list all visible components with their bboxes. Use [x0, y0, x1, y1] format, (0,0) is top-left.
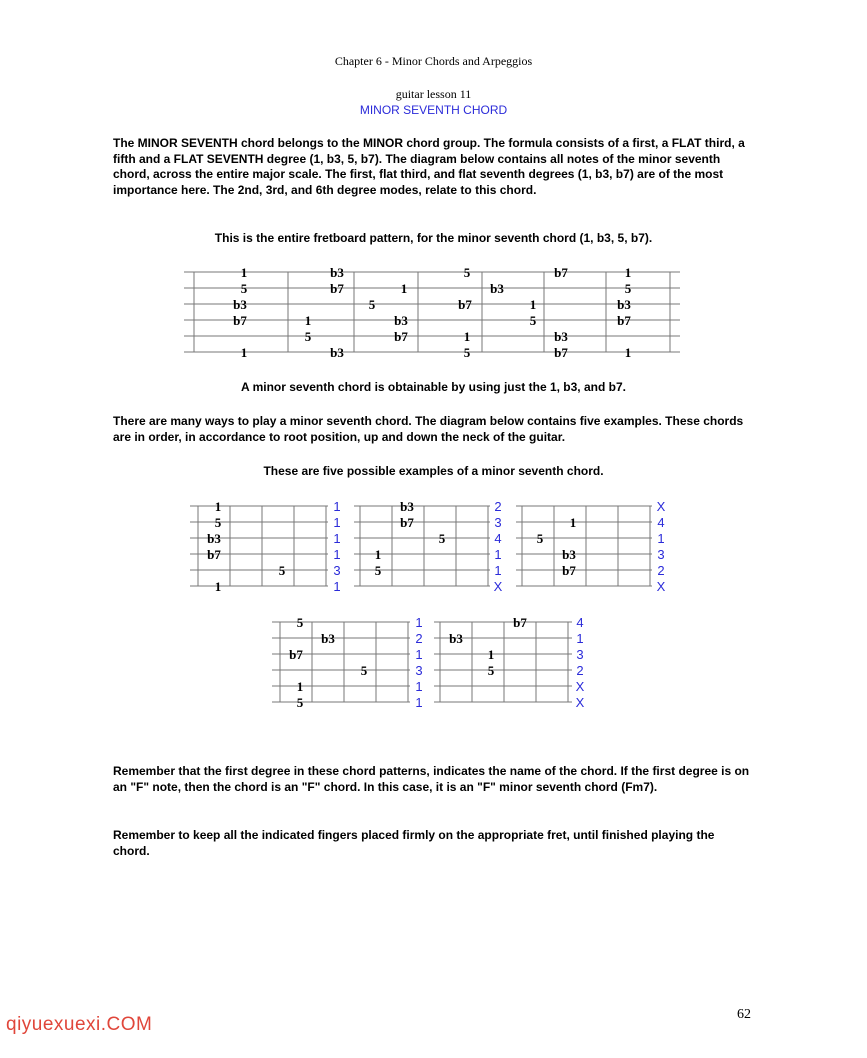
fretboard-note: b7: [458, 297, 472, 312]
fretboard-note: 1: [400, 281, 408, 296]
fretboard-note: b3: [233, 297, 247, 312]
chord-diagram-3: [516, 499, 666, 594]
fretboard-pattern: [184, 265, 680, 360]
finger-number: 1: [333, 547, 341, 562]
lesson-title: MINOR SEVENTH CHORD: [359, 103, 508, 117]
fretboard-note: 5: [304, 329, 312, 344]
remember-fingers-paragraph: Remember to keep all the indicated fingers placed firmly on the appropriate fret, until finished playing the chord.: [113, 828, 715, 858]
fretboard-note: b7: [554, 265, 568, 280]
muted-string-icon: X: [656, 499, 666, 514]
chord-note: 5: [374, 563, 382, 578]
fretboard-note: b3: [490, 281, 504, 296]
finger-number: 2: [576, 663, 584, 678]
chord-note: 1: [214, 499, 222, 514]
finger-number: 1: [415, 695, 423, 710]
muted-string-icon: X: [575, 679, 585, 694]
finger-number: 1: [494, 547, 502, 562]
chord-note: b7: [562, 563, 576, 578]
chord-note: 1: [296, 679, 304, 694]
chord-note: b7: [513, 615, 527, 630]
finger-number: 2: [657, 563, 665, 578]
fretboard-note: 5: [463, 265, 471, 280]
chord-note: 5: [487, 663, 495, 678]
fretboard-note: b3: [394, 313, 408, 328]
chord-note: b3: [562, 547, 576, 562]
chord-note: 1: [374, 547, 382, 562]
chord-note: b7: [289, 647, 303, 662]
chord-note: b3: [400, 499, 414, 514]
finger-number: 4: [657, 515, 665, 530]
fretboard-note: 5: [529, 313, 537, 328]
finger-number: 1: [415, 615, 423, 630]
watermark: qiyuexuexi.COM: [6, 1014, 153, 1035]
chord-note: 1: [569, 515, 577, 530]
fretboard-note: 5: [368, 297, 376, 312]
finger-number: 3: [333, 563, 341, 578]
fretboard-note: b3: [330, 265, 344, 280]
finger-number: 2: [494, 499, 502, 514]
finger-number: 2: [415, 631, 423, 646]
fretboard-grid: [184, 272, 680, 352]
chord-note: b3: [449, 631, 463, 646]
fretboard-note: 1: [529, 297, 537, 312]
fretboard-caption: This is the entire fretboard pattern, for the minor seventh chord (1, b3, 5, b7).: [214, 231, 653, 245]
muted-string-icon: X: [575, 695, 585, 710]
chord-note: 1: [214, 579, 222, 594]
fretboard-note: 1: [624, 265, 632, 280]
chord-diagram-5: [434, 615, 585, 710]
fretboard-note: 1: [240, 265, 248, 280]
chord-note: 5: [296, 695, 304, 710]
chord-note: b7: [207, 547, 221, 562]
fretboard-note: 1: [304, 313, 312, 328]
fretboard-note: 1: [624, 345, 632, 360]
chord-diagram-1: [190, 499, 341, 594]
remember-first-paragraph: Remember that the first degree in these chord patterns, indicates the name of the chord. If the first degree is on an "F" note, then the chord is an "F" chord. In this case, it is an "F" minor seventh chord (Fm7).: [113, 764, 750, 794]
fretboard-note: 1: [240, 345, 248, 360]
chord-note: 5: [438, 531, 446, 546]
intro-paragraph: The MINOR SEVENTH chord belongs to the MINOR chord group. The formula consists of a first, a FLAT third, a fifth and a FLAT SEVENTH degree (1, b3, 5, b7). The diagram below contains all notes of the minor seventh chord, across the entire major scale. The first, flat third, and flat seventh degrees (1, b3, b7) are of the most importance here. The 2nd, 3rd, and 6th degree modes, relate to this chord.: [113, 136, 745, 197]
chord-note: b3: [321, 631, 335, 646]
finger-number: 1: [333, 499, 341, 514]
finger-number: 1: [333, 579, 341, 594]
finger-number: 1: [576, 631, 584, 646]
five-examples-caption: These are five possible examples of a minor seventh chord.: [263, 464, 604, 478]
chord-note: 5: [296, 615, 304, 630]
chord-diagram-2: [354, 499, 503, 594]
fretboard-note: b7: [233, 313, 247, 328]
finger-number: 1: [415, 647, 423, 662]
fretboard-note: b7: [330, 281, 344, 296]
finger-number: 3: [657, 547, 665, 562]
finger-number: 1: [657, 531, 665, 546]
finger-number: 4: [494, 531, 502, 546]
muted-string-icon: X: [656, 579, 666, 594]
finger-number: 3: [494, 515, 502, 530]
chord-note: 5: [278, 563, 286, 578]
muted-string-icon: X: [493, 579, 503, 594]
fretboard-note: b7: [617, 313, 631, 328]
fretboard-note: b3: [554, 329, 568, 344]
chord-note: 5: [360, 663, 368, 678]
chord-note: b3: [207, 531, 221, 546]
chord-diagram-4: [272, 615, 423, 710]
chord-note: 1: [487, 647, 495, 662]
finger-number: 1: [333, 515, 341, 530]
chord-note: 5: [536, 531, 544, 546]
finger-number: 3: [415, 663, 423, 678]
lesson-number: guitar lesson 11: [395, 87, 472, 101]
finger-number: 3: [576, 647, 584, 662]
finger-number: 1: [333, 531, 341, 546]
finger-number: 1: [494, 563, 502, 578]
chord-note: b7: [400, 515, 414, 530]
finger-number: 4: [576, 615, 584, 630]
fretboard-note: 1: [463, 329, 471, 344]
fretboard-note: b3: [330, 345, 344, 360]
fretboard-note: 5: [463, 345, 471, 360]
fretboard-note: b7: [554, 345, 568, 360]
page-number: 62: [737, 1007, 751, 1022]
chapter-heading: Chapter 6 - Minor Chords and Arpeggios: [334, 54, 533, 68]
fretboard-note: 5: [240, 281, 248, 296]
chord-note: 5: [214, 515, 222, 530]
finger-number: 1: [415, 679, 423, 694]
fretboard-note: b7: [394, 329, 408, 344]
obtainable-caption: A minor seventh chord is obtainable by using just the 1, b3, and b7.: [241, 380, 626, 394]
many-ways-paragraph: There are many ways to play a minor seventh chord. The diagram below contains five examples. These chords are in order, in accordance to root position, up and down the neck of the guitar.: [113, 414, 744, 444]
fretboard-note: 5: [624, 281, 632, 296]
fretboard-note: b3: [617, 297, 631, 312]
